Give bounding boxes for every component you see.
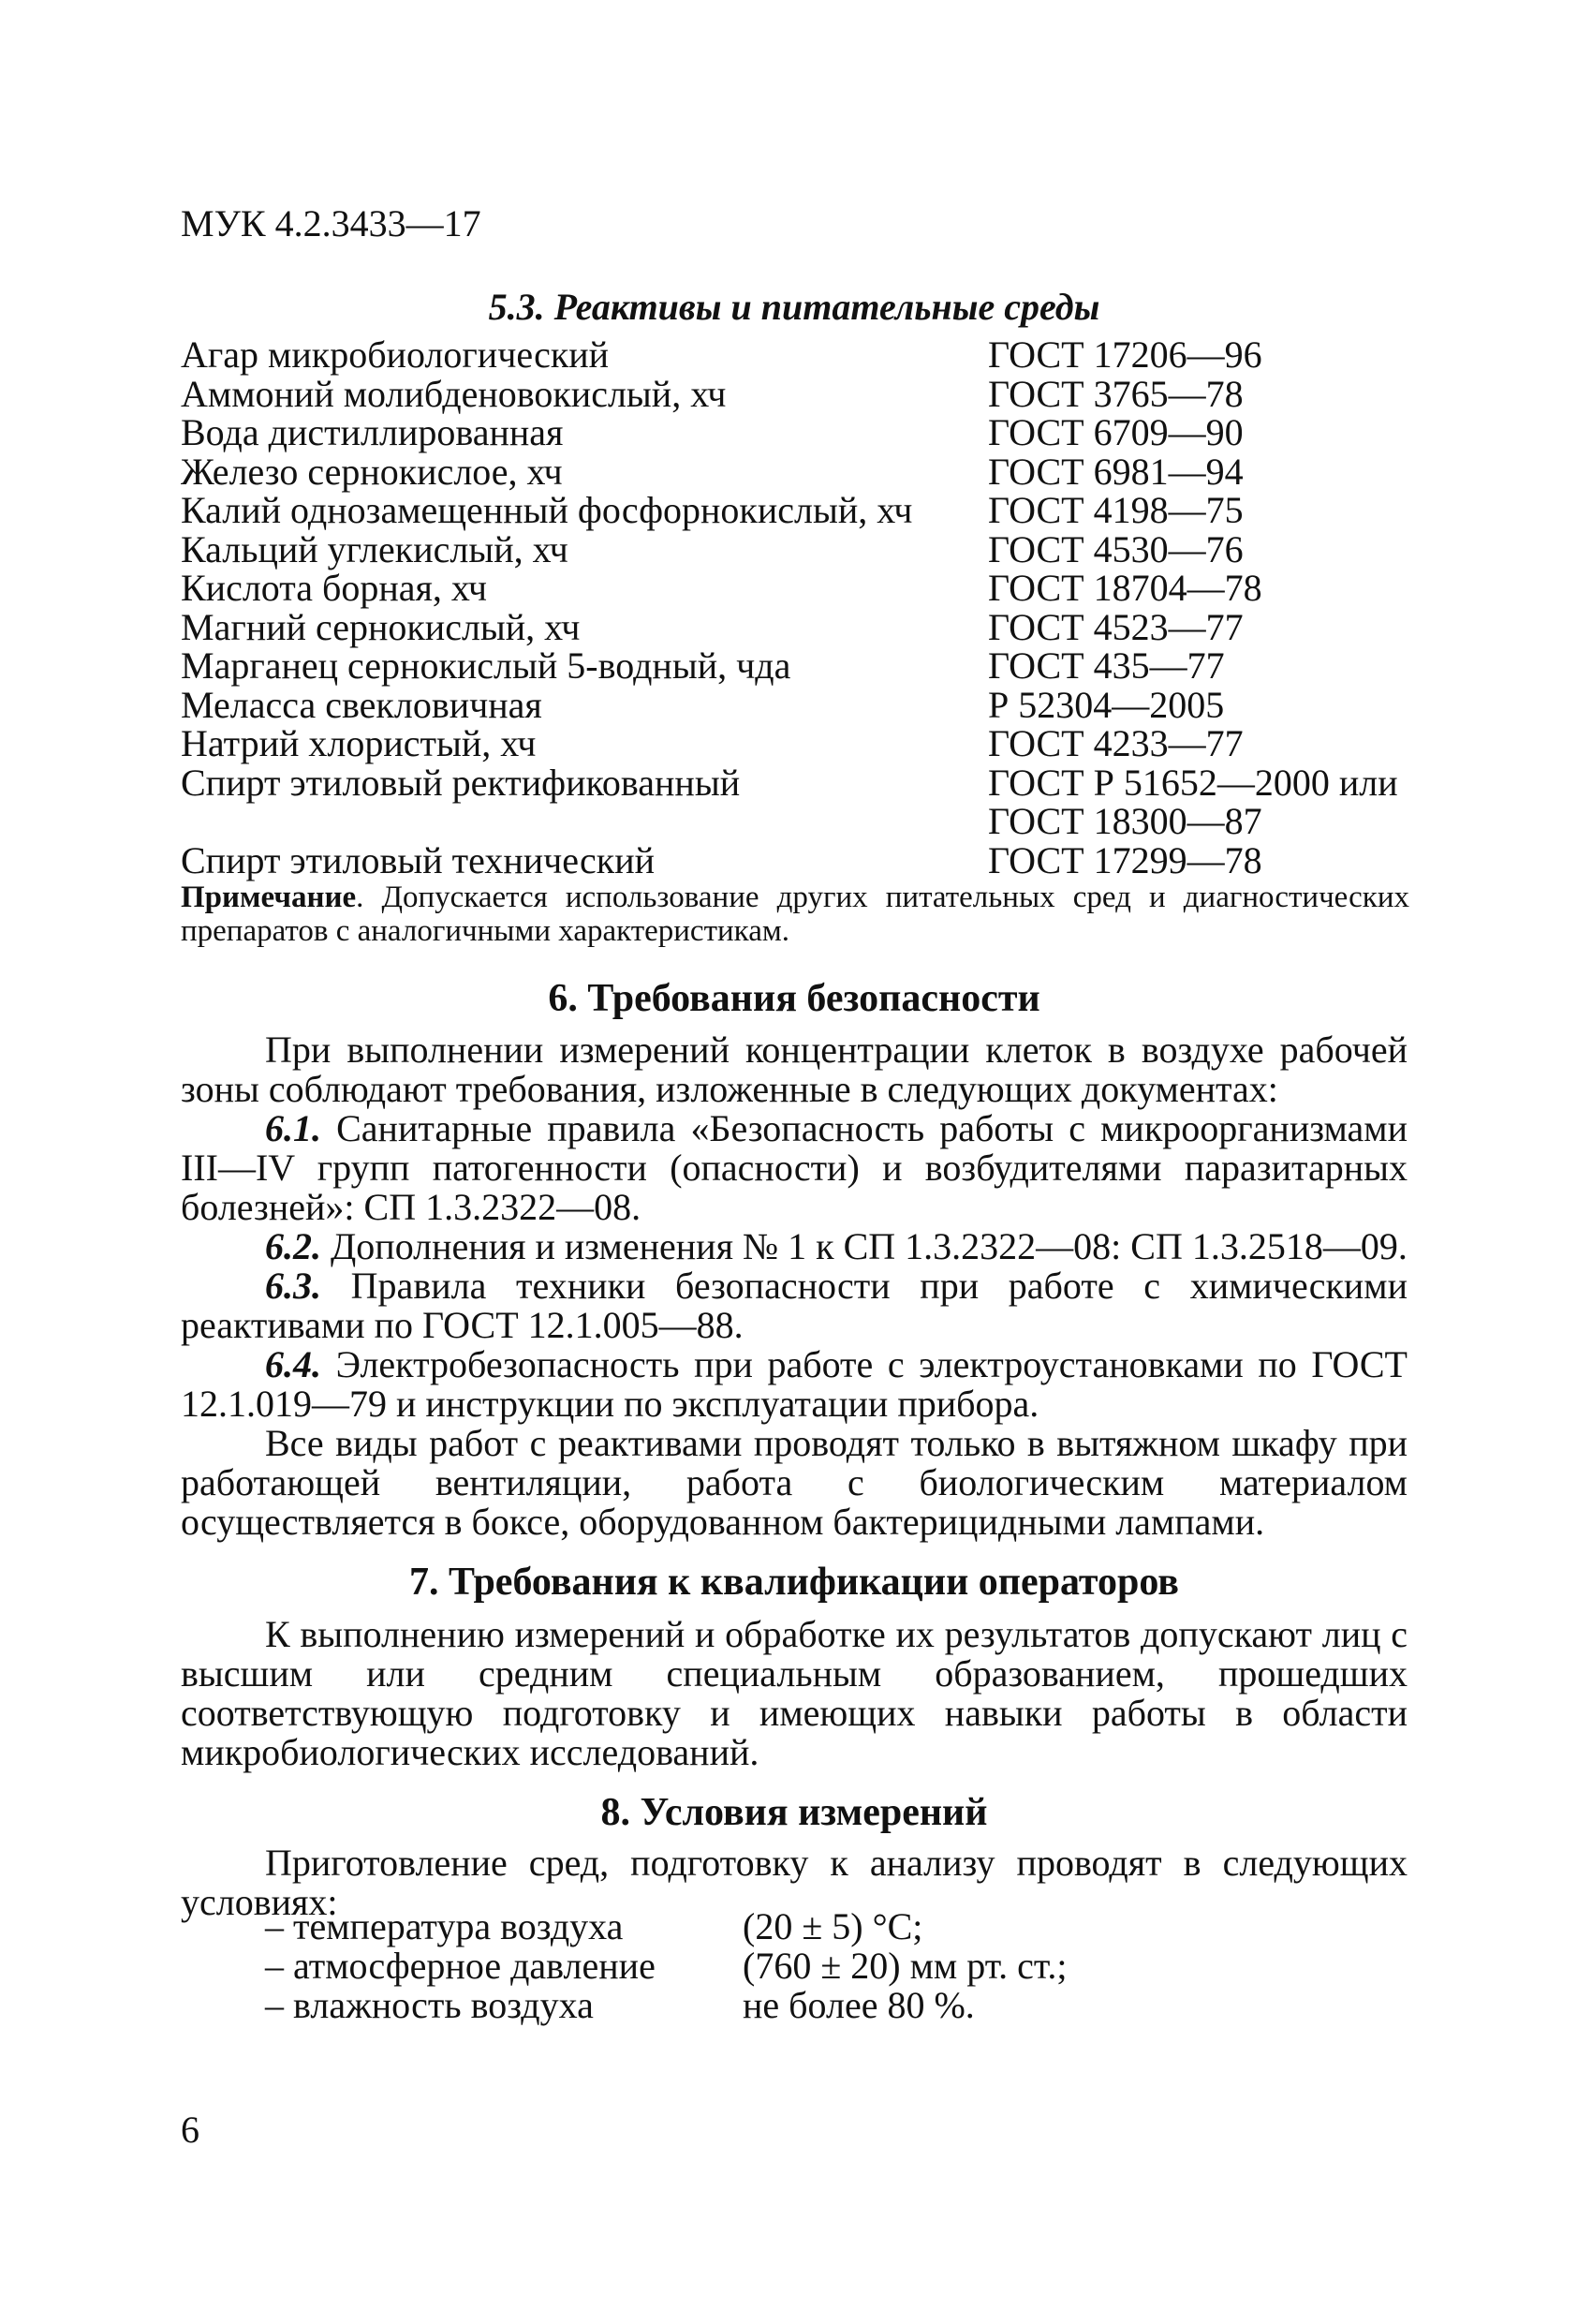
item-text: Дополнения и изменения № 1 к СП 1.3.2322—08: СП 1.3.2518—09. — [321, 1225, 1408, 1267]
reagent-name: Кислота борная, хч — [181, 567, 488, 609]
reagent-row — [181, 335, 1417, 375]
reagent-row — [181, 802, 1417, 841]
reagent-row — [181, 527, 1417, 570]
reagent-standard: ГОСТ 18300—87 — [988, 800, 1262, 842]
reagent-name: Вода дистиллированная — [181, 411, 564, 453]
section-7-text: К выполнению измерений и обработке их результатов допускают лиц с высшим или средним специальным образованием, прошедших соответствующую подготовку и имеющих навыки работы в области микробиологических исследований. — [181, 1613, 1408, 1773]
section-6-item — [181, 1345, 1408, 1424]
condition-name: – влажность воздуха — [265, 1984, 594, 2026]
section-6-closing: Все виды работ с реактивами проводят только в вытяжном шкафу при работающей вентиляции, работа с биологическим материалом осуществляется в боксе, оборудованном бактерицидными лампами. — [181, 1422, 1408, 1543]
reagent-standard: ГОСТ 4530—76 — [988, 527, 1244, 570]
reagent-standard: ГОСТ 435—77 — [988, 644, 1225, 687]
condition-row — [181, 1986, 1398, 2025]
reagent-standard: ГОСТ 4198—75 — [988, 489, 1244, 531]
item-number: 6.1. — [265, 1107, 321, 1149]
document-code: МУК 4.2.3433—17 — [181, 202, 481, 244]
reagent-name: Спирт этиловый технический — [181, 838, 656, 881]
section-6-title: 6. Требования безопасности — [548, 977, 1040, 1020]
reagent-row — [181, 724, 1417, 763]
reagent-row — [181, 605, 1417, 648]
reagent-row — [181, 646, 1417, 686]
reagent-row — [181, 372, 1417, 415]
item-text: Правила техники безопасности при работе с химическими реактивами по ГОСТ 12.1.005—88. — [181, 1265, 1408, 1346]
condition-row — [181, 1907, 1398, 1947]
reagent-row — [181, 491, 1417, 530]
reagent-row — [181, 413, 1417, 452]
item-number: 6.2. — [265, 1225, 321, 1267]
reagent-standard: ГОСТ 4233—77 — [988, 722, 1244, 764]
reagent-standard: ГОСТ 6981—94 — [988, 450, 1244, 493]
reagent-name: Марганец сернокислый 5-водный, чда — [181, 644, 791, 687]
reagents-section-title: 5.3. Реактивы и питательные среды — [488, 286, 1100, 328]
section-7-title: 7. Требования к квалификации операторов — [409, 1561, 1179, 1604]
item-text: Санитарные правила «Безопасность работы с микроорганизмами III—IV групп патогенности (опасности) и возбудителями паразитарных болезней»: СП 1.3.2322—08. — [181, 1107, 1408, 1228]
reagent-row — [181, 838, 1417, 881]
reagent-name: Магний сернокислый, хч — [181, 605, 581, 648]
reagent-standard: ГОСТ 6709—90 — [988, 411, 1244, 453]
reagent-row — [181, 763, 1417, 803]
reagent-name: Калий однозамещенный фосфорнокислый, хч — [181, 489, 913, 531]
condition-row — [181, 1947, 1398, 1986]
item-text: Электробезопасность при работе с электроустановками по ГОСТ 12.1.019—79 и инструкции по эксплуатации прибора. — [181, 1343, 1408, 1425]
item-number: 6.3. — [265, 1265, 321, 1307]
note-label: Примечание — [181, 881, 357, 914]
reagent-row — [181, 569, 1417, 608]
section-6-item — [181, 1109, 1408, 1227]
reagent-name: Аммоний молибденовокислый, хч — [181, 372, 727, 415]
reagent-row — [181, 683, 1417, 726]
page-number: 6 — [181, 2109, 199, 2151]
reagent-standard: ГОСТ 18704—78 — [988, 567, 1262, 609]
condition-name: – температура воздуха — [265, 1905, 624, 1947]
condition-value: не более 80 %. — [743, 1984, 975, 2026]
reagents-table — [181, 335, 1417, 880]
item-number: 6.4. — [265, 1343, 321, 1385]
reagent-name: Железо сернокислое, хч — [181, 450, 563, 493]
reagent-name: Меласса свекловичная — [181, 683, 542, 726]
section-6-item — [181, 1266, 1408, 1345]
reagent-row — [181, 452, 1417, 492]
condition-name: – атмосферное давление — [265, 1945, 656, 1987]
section-8-intro: Приготовление сред, подготовку к анализу проводят в следующих условиях: — [181, 1842, 1408, 1923]
section-6-item — [181, 1227, 1408, 1266]
section-6-intro: При выполнении измерений концентрации клеток в воздухе рабочей зоны соблюдают требования, изложенные в следующих документах: — [181, 1029, 1408, 1110]
note-text: . Допускается использование других питательных сред и диагностических препаратов с аналогичными характеристикам. — [181, 881, 1409, 948]
reagents-note — [181, 881, 1409, 948]
reagent-name: Спирт этиловый ректификованный — [181, 761, 741, 804]
reagent-standard: ГОСТ 17299—78 — [988, 838, 1262, 881]
reagent-standard: ГОСТ Р 51652—2000 или — [988, 761, 1398, 804]
reagent-standard: ГОСТ 3765—78 — [988, 372, 1244, 415]
conditions-list — [181, 1907, 1398, 2025]
reagent-name: Натрий хлористый, хч — [181, 722, 537, 764]
condition-value: (760 ± 20) мм рт. ст.; — [743, 1945, 1068, 1987]
condition-value: (20 ± 5) °С; — [743, 1905, 923, 1947]
reagent-standard: Р 52304—2005 — [988, 683, 1225, 726]
reagent-name: Кальций углекислый, хч — [181, 527, 568, 570]
reagent-standard: ГОСТ 4523—77 — [988, 605, 1244, 648]
section-8-title: 8. Условия измерений — [600, 1791, 988, 1834]
reagent-name: Агар микробиологический — [181, 333, 610, 376]
reagent-standard: ГОСТ 17206—96 — [988, 333, 1262, 376]
